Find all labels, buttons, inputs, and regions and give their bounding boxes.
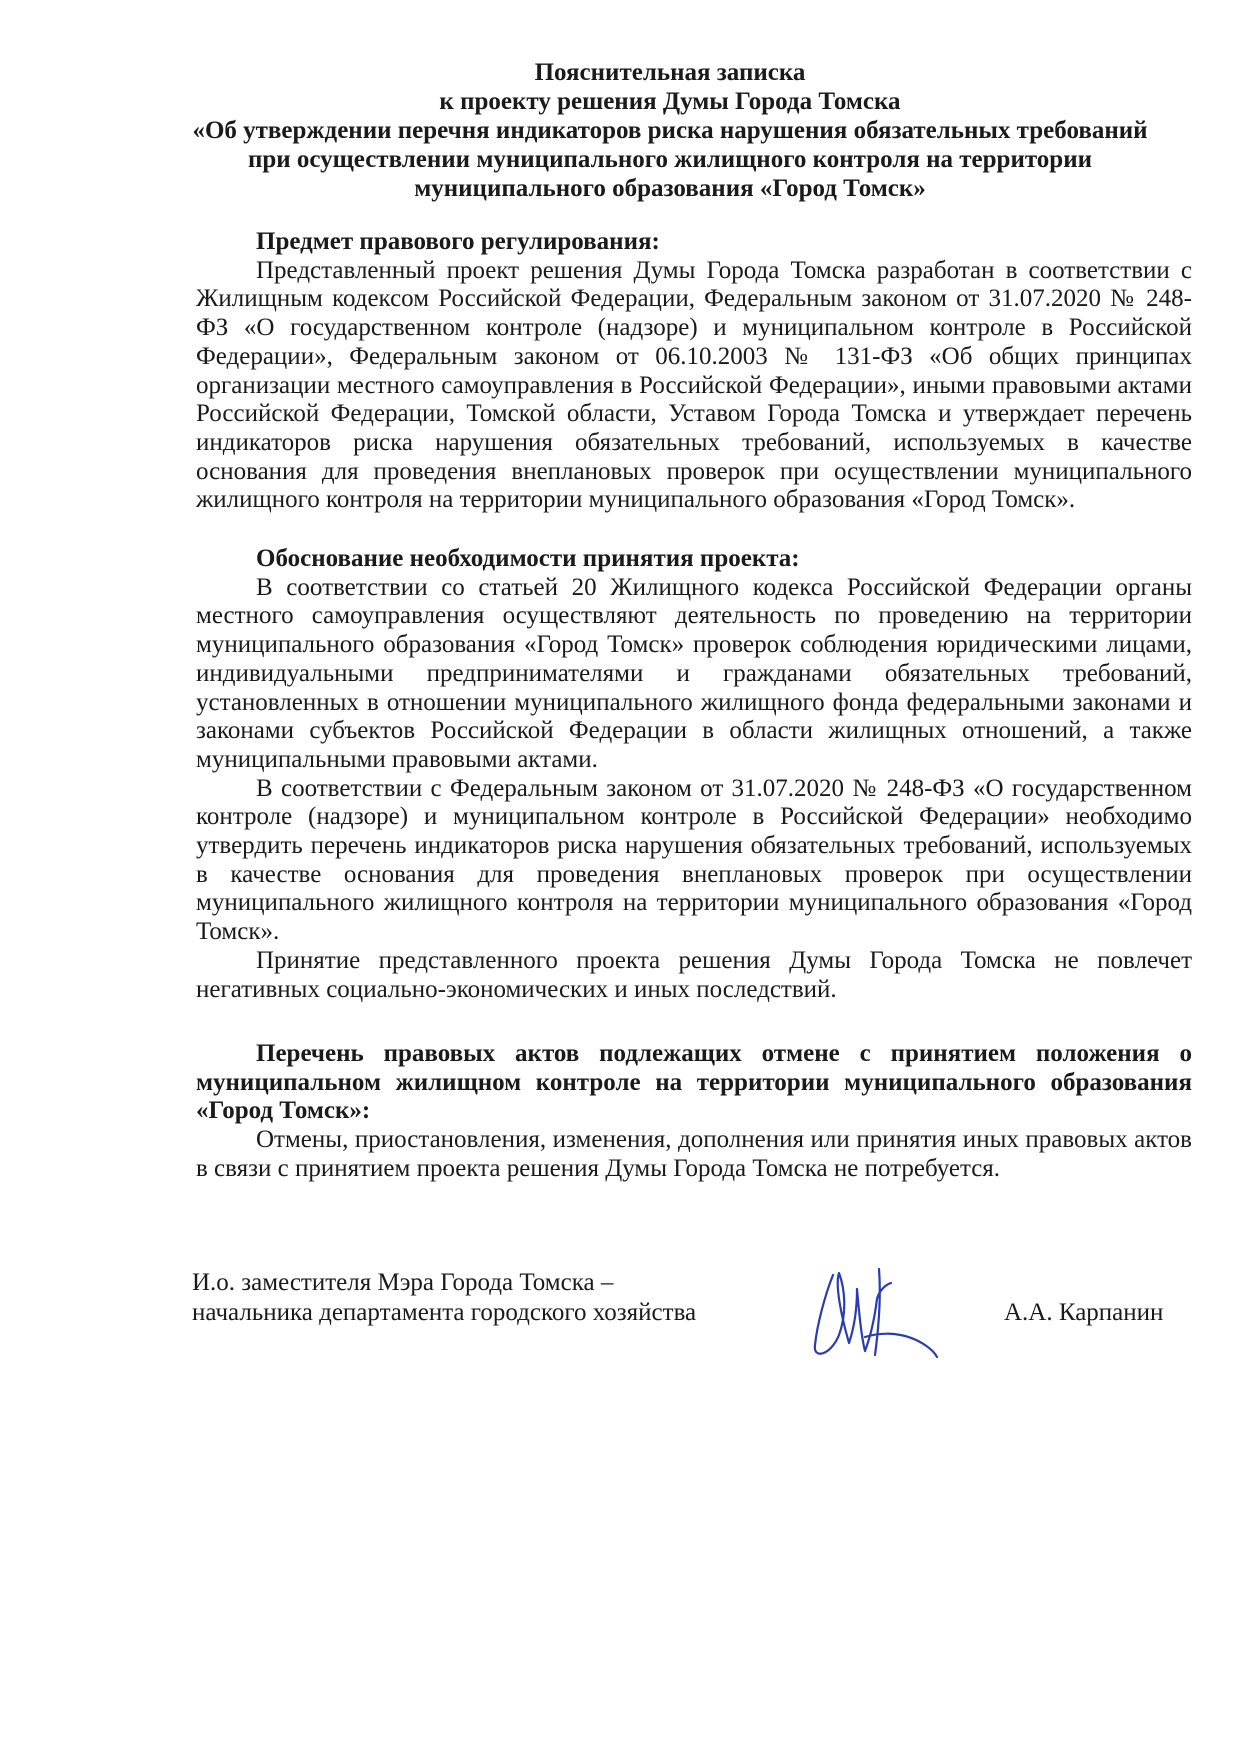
paragraph: В соответствии со статьей 20 Жилищного кодекса Российской Федерации органы местного самоуправления осуществляют деятельность по проведению на территории муниципального образования «Город Томск» проверок соблюдения юридическими лицами, индивидуальными предпринимателями и гражданами обязательных требований, установленных в отношении муниципального жилищного фонда федеральными законами и законами субъектов Российской Федерации в области жилищных отношений, а также муниципальными правовыми актами. (196, 573, 1192, 773)
handwritten-signature (795, 1255, 940, 1365)
signatory-position-line: начальника департамента городского хозяйства (192, 1299, 697, 1326)
header-subtitle: к проекту решения Думы Города Томска (439, 88, 901, 115)
section-justification (196, 545, 1192, 1004)
header-title: Пояснительная записка (534, 59, 806, 86)
paragraph: Представленный проект решения Думы Города Томска разработан в соответствии с Жилищным кодексом Российской Федерации, Федеральным законом от 31.07.2020 № 248-ФЗ «О государственном контроле (надзоре) и муниципальном контроле в Российской Федерации», Федеральным законом от 06.10.2003 № 131-ФЗ «Об общих принципах организации местного самоуправления в Российской Федерации», иными правовыми актами Российской Федерации, Томской области, Уставом Города Томска и утверждает перечень индикаторов риска нарушения обязательных требований, используемых в качестве основания для проведения внеплановых проверок при осуществлении муниципального жилищного контроля на территории муниципального образования «Город Томск». (196, 256, 1192, 514)
section-heading: Предмет правового регулирования: (256, 228, 660, 255)
paragraph: В соответствии с Федеральным законом от 31.07.2020 № 248-ФЗ «О государственном контроле (надзоре) и муниципальном контроле в Российской Федерации» необходимо утвердить перечень индикаторов риска нарушения обязательных требований, используемых в качестве основания для проведения внеплановых проверок при осуществлении муниципального жилищного контроля на территории муниципального образования «Город Томск». (196, 774, 1192, 946)
signatory-name: А.А. Карпанин (1004, 1299, 1164, 1326)
signatory-position (192, 1268, 696, 1328)
paragraph: Отмены, приостановления, изменения, дополнения или принятия иных правовых актов в связи с принятием проекта решения Думы Города Томска не потребуется. (196, 1126, 1192, 1182)
header-decision-title-line: при осуществлении муниципального жилищного контроля на территории (247, 146, 1093, 173)
header-decision-title-line: муниципального образования «Город Томск» (414, 175, 926, 202)
paragraph: Принятие представленного проекта решения Думы Города Томска не повлечет негативных социально-экономических и иных последствий. (196, 946, 1192, 1003)
signatory-position-line: И.о. заместителя Мэра Города Томска – (192, 1269, 614, 1296)
section-regulation-subject (196, 228, 1192, 515)
section-heading: Перечень правовых актов подлежащих отмене с принятием положения о муниципальном жилищном контроле на территории муниципального образования «Город Томск»: (196, 1040, 1192, 1125)
document-header (150, 58, 1190, 203)
section-acts-list (196, 1040, 1192, 1184)
section-heading: Обоснование необходимости принятия проекта: (256, 545, 800, 572)
header-decision-title-line: «Об утверждении перечня индикаторов риска нарушения обязательных требований (192, 117, 1148, 144)
